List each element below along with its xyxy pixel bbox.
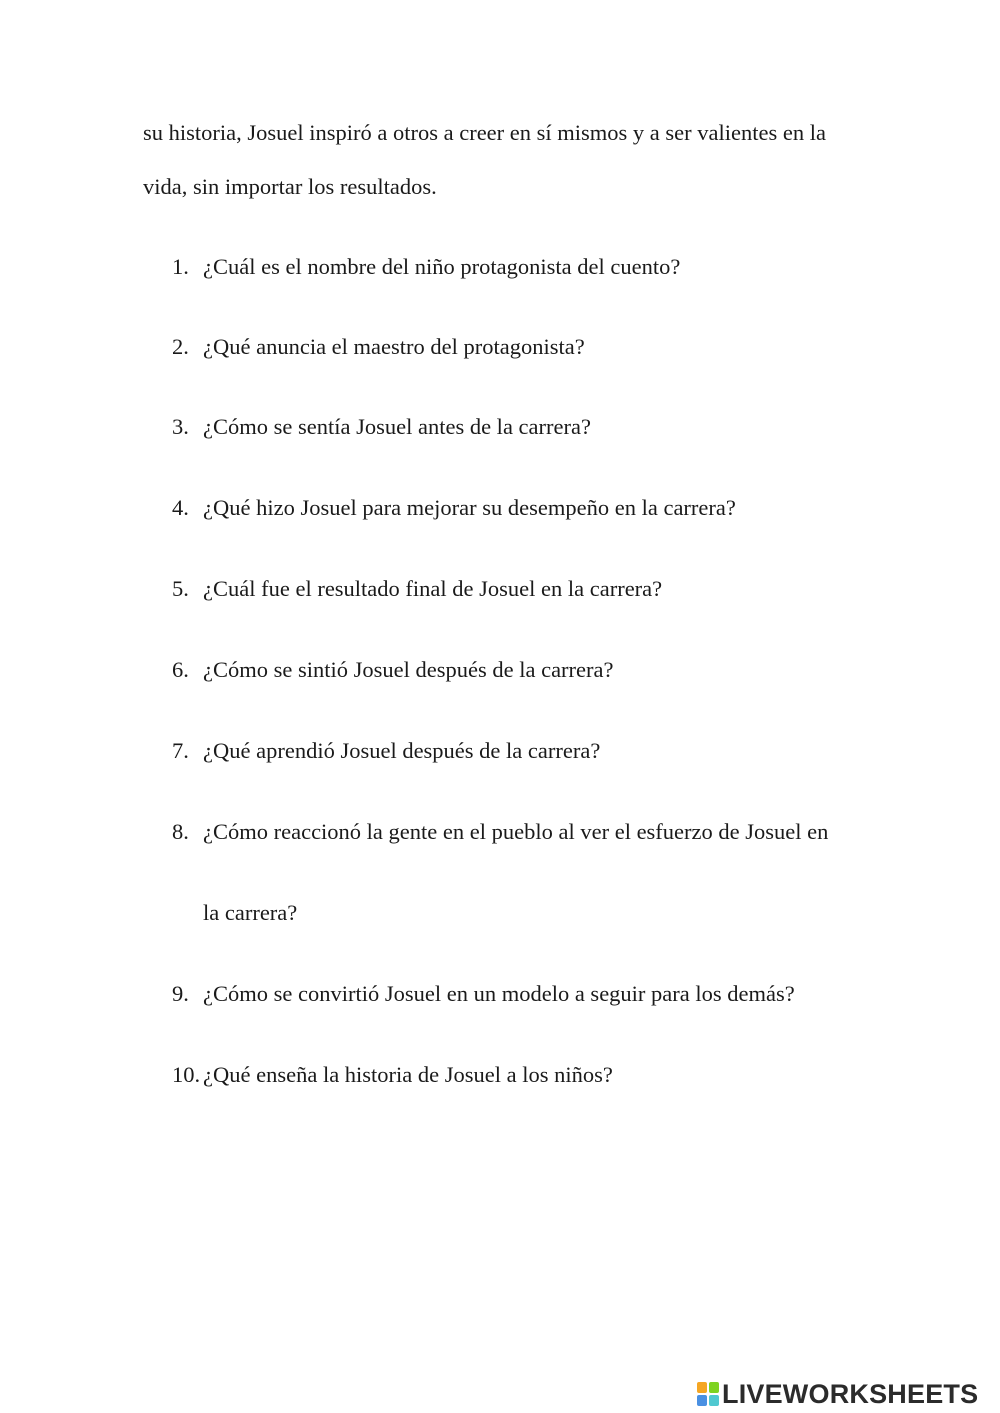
question-8 [172,817,872,847]
liveworksheets-logo-icon [697,1382,719,1406]
question-number: 1. [172,254,189,279]
question-8-continuation: la carrera? [203,900,298,925]
question-9 [172,979,872,1009]
question-6 [172,655,872,685]
question-text: ¿Cómo reaccionó la gente en el pueblo al ver el esfuerzo de Josuel en [203,819,829,844]
question-number: 6. [172,657,189,682]
question-number: 4. [172,495,189,520]
liveworksheets-brand [697,1378,978,1410]
logo-tile [709,1382,719,1393]
question-number: 10. [172,1062,201,1087]
question-number: 5. [172,576,189,601]
question-7 [172,736,872,766]
question-text: ¿Qué anuncia el maestro del protagonista? [203,334,585,359]
question-3 [172,412,872,442]
question-5 [172,574,872,604]
intro-text-line-1: su historia, Josuel inspiró a otros a creer en sí mismos y a ser valientes en la [143,120,826,145]
question-text: ¿Cómo se convirtió Josuel en un modelo a seguir para los demás? [203,981,795,1006]
question-text: ¿Cómo se sentía Josuel antes de la carrera? [203,414,591,439]
question-2 [172,332,872,362]
question-text: ¿Cómo se sintió Josuel después de la carrera? [203,657,614,682]
question-number: 8. [172,819,189,844]
brand-wordmark: LIVEWORKSHEETS [722,1378,979,1409]
question-text: ¿Qué enseña la historia de Josuel a los niños? [203,1062,613,1087]
logo-tile [697,1395,707,1406]
question-number: 3. [172,414,189,439]
question-number: 2. [172,334,189,359]
question-text: ¿Cuál es el nombre del niño protagonista del cuento? [203,254,681,279]
question-text: ¿Cuál fue el resultado final de Josuel en la carrera? [203,576,663,601]
question-number: 9. [172,981,189,1006]
question-text: ¿Qué aprendió Josuel después de la carrera? [203,738,601,763]
question-1 [172,252,872,282]
question-4 [172,493,872,523]
intro-text-line-2: vida, sin importar los resultados. [143,174,437,199]
question-text: ¿Qué hizo Josuel para mejorar su desempeño en la carrera? [203,495,736,520]
question-number: 7. [172,738,189,763]
question-10 [172,1060,872,1090]
logo-tile [697,1382,707,1393]
logo-tile [709,1395,719,1406]
